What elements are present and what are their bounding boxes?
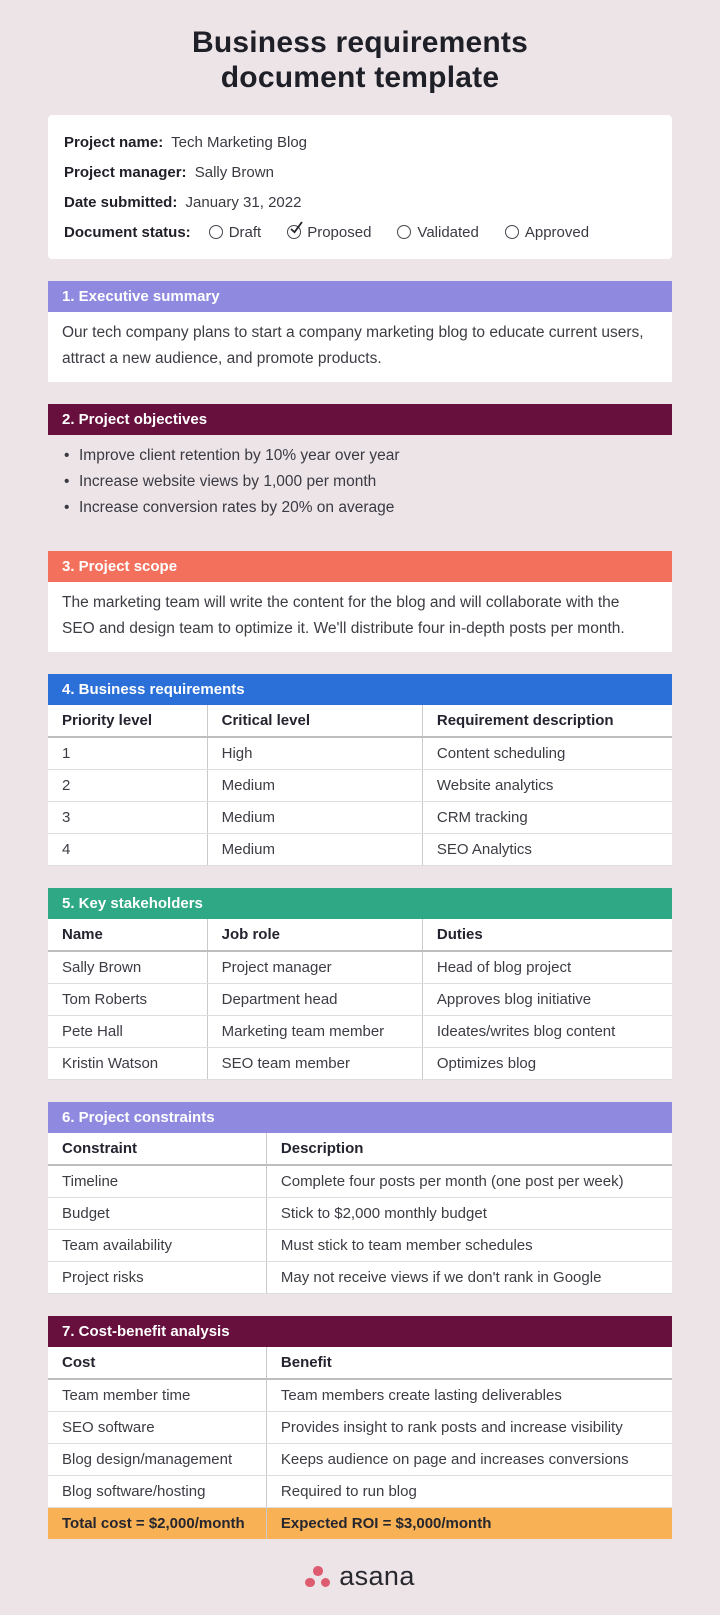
status-radio-proposed[interactable]	[287, 224, 371, 241]
cell: Team availability	[48, 1230, 266, 1262]
cell: Medium	[207, 802, 422, 834]
table-row	[48, 1444, 672, 1476]
column-header: Priority level	[48, 705, 207, 737]
section-project-constraints	[48, 1102, 672, 1294]
section-header-project-scope: 3. Project scope	[48, 551, 672, 582]
status-radio-draft[interactable]	[209, 224, 262, 241]
table-row	[48, 1412, 672, 1444]
executive-summary-text: Our tech company plans to start a company marketing blog to educate current users, attract a new audience, and promote products.	[48, 312, 672, 382]
asana-logo-icon	[305, 1566, 330, 1587]
document-status-line	[64, 217, 656, 247]
cell: SEO Analytics	[422, 834, 672, 866]
project-constraints-table	[48, 1133, 672, 1294]
cell: Complete four posts per month (one post per week)	[266, 1165, 672, 1198]
page-title	[0, 0, 720, 95]
table-row	[48, 1262, 672, 1294]
date-submitted-line	[64, 187, 656, 217]
project-scope-text: The marketing team will write the content for the blog and will collaborate with the SEO and design team to optimize it. We'll distribute four in-depth posts per month.	[48, 582, 672, 652]
section-executive-summary	[48, 281, 672, 382]
column-header: Description	[266, 1133, 672, 1165]
total-row	[48, 1508, 672, 1540]
cell: Optimizes blog	[422, 1048, 672, 1080]
table-row	[48, 737, 672, 770]
table-header-row	[48, 1133, 672, 1165]
table-row	[48, 1198, 672, 1230]
section-header-business-requirements: 4. Business requirements	[48, 674, 672, 705]
status-label: Draft	[228, 223, 262, 241]
cell: 2	[48, 770, 207, 802]
section-header-key-stakeholders: 5. Key stakeholders	[48, 888, 672, 919]
section-project-objectives	[48, 404, 672, 529]
project-manager-line	[64, 157, 656, 187]
business-requirements-table	[48, 705, 672, 866]
radio-circle-icon	[209, 225, 223, 239]
radio-circle-icon	[505, 225, 519, 239]
table-row	[48, 1379, 672, 1412]
cell: May not receive views if we don't rank in Google	[266, 1262, 672, 1294]
column-header: Job role	[207, 919, 422, 951]
cell: Pete Hall	[48, 1016, 207, 1048]
section-header-project-constraints: 6. Project constraints	[48, 1102, 672, 1133]
cell: SEO team member	[207, 1048, 422, 1080]
section-project-scope	[48, 551, 672, 652]
table-row	[48, 1016, 672, 1048]
section-business-requirements	[48, 674, 672, 866]
radio-circle-icon	[287, 225, 301, 239]
key-stakeholders-table	[48, 919, 672, 1080]
project-info-card	[48, 115, 672, 259]
cell: Medium	[207, 834, 422, 866]
cell: Medium	[207, 770, 422, 802]
cell: Team member time	[48, 1379, 266, 1412]
objective-item: • Increase website views by 1,000 per month	[64, 469, 670, 495]
check-icon	[288, 221, 304, 235]
cell: Team members create lasting deliverables	[266, 1379, 672, 1412]
section-header-project-objectives: 2. Project objectives	[48, 404, 672, 435]
table-header-row	[48, 705, 672, 737]
column-header: Duties	[422, 919, 672, 951]
table-header-row	[48, 1347, 672, 1379]
cell: Blog software/hosting	[48, 1476, 266, 1508]
field-label: Document status:	[64, 223, 191, 241]
cell: Project manager	[207, 951, 422, 984]
status-label: Proposed	[307, 223, 372, 241]
cell: High	[207, 737, 422, 770]
table-row	[48, 1230, 672, 1262]
table-row	[48, 951, 672, 984]
cell: Must stick to team member schedules	[266, 1230, 672, 1262]
cell: Department head	[207, 984, 422, 1016]
cell: 3	[48, 802, 207, 834]
field-value: January 31, 2022	[185, 193, 302, 211]
column-header: Benefit	[266, 1347, 672, 1379]
project-name-line	[64, 127, 656, 157]
objective-item: • Increase conversion rates by 20% on average	[64, 495, 670, 521]
section-key-stakeholders	[48, 888, 672, 1080]
table-row	[48, 802, 672, 834]
column-header: Cost	[48, 1347, 266, 1379]
objective-item: • Improve client retention by 10% year over year	[64, 443, 670, 469]
cell: 1	[48, 737, 207, 770]
cell: Budget	[48, 1198, 266, 1230]
cell: Content scheduling	[422, 737, 672, 770]
table-row	[48, 1165, 672, 1198]
objectives-list	[48, 435, 672, 529]
logo-dot	[321, 1578, 331, 1588]
column-header: Name	[48, 919, 207, 951]
status-radio-validated[interactable]	[397, 224, 478, 241]
page-title-line2: document template	[220, 61, 500, 94]
field-value: Sally Brown	[194, 163, 274, 181]
column-header: Constraint	[48, 1133, 266, 1165]
cell: Marketing team member	[207, 1016, 422, 1048]
cell: Head of blog project	[422, 951, 672, 984]
content-wrap	[48, 115, 672, 1592]
section-cost-benefit-analysis	[48, 1316, 672, 1539]
cell: Sally Brown	[48, 951, 207, 984]
status-label: Approved	[524, 223, 590, 241]
table-row	[48, 1476, 672, 1508]
logo-dot	[305, 1578, 315, 1588]
radio-circle-icon	[397, 225, 411, 239]
cell: Approves blog initiative	[422, 984, 672, 1016]
table-row	[48, 984, 672, 1016]
cell: 4	[48, 834, 207, 866]
section-header-executive-summary: 1. Executive summary	[48, 281, 672, 312]
cell: Tom Roberts	[48, 984, 207, 1016]
section-header-cost-benefit-analysis: 7. Cost-benefit analysis	[48, 1316, 672, 1347]
cell: Website analytics	[422, 770, 672, 802]
cell: Ideates/writes blog content	[422, 1016, 672, 1048]
cell: Project risks	[48, 1262, 266, 1294]
logo-dot	[313, 1566, 323, 1576]
column-header: Requirement description	[422, 705, 672, 737]
field-label: Project manager:	[64, 163, 187, 181]
footer	[48, 1561, 672, 1592]
cell: Keeps audience on page and increases conversions	[266, 1444, 672, 1476]
page-title-line1: Business requirements	[192, 26, 528, 59]
cell: Stick to $2,000 monthly budget	[266, 1198, 672, 1230]
asana-wordmark: asana	[339, 1561, 415, 1591]
cell: Required to run blog	[266, 1476, 672, 1508]
table-row	[48, 834, 672, 866]
table-row	[48, 770, 672, 802]
field-label: Project name:	[64, 133, 164, 151]
table-row	[48, 1048, 672, 1080]
cell: SEO software	[48, 1412, 266, 1444]
cost-benefit-table	[48, 1347, 672, 1539]
field-value: Tech Marketing Blog	[171, 133, 308, 151]
column-header: Critical level	[207, 705, 422, 737]
status-label: Validated	[417, 223, 479, 241]
expected-roi-cell: Expected ROI = $3,000/month	[266, 1508, 672, 1540]
table-header-row	[48, 919, 672, 951]
status-radio-approved[interactable]	[505, 224, 589, 241]
status-options	[209, 224, 589, 241]
cell: Provides insight to rank posts and increase visibility	[266, 1412, 672, 1444]
cell: Blog design/management	[48, 1444, 266, 1476]
cell: Kristin Watson	[48, 1048, 207, 1080]
field-label: Date submitted:	[64, 193, 178, 211]
total-cost-cell: Total cost = $2,000/month	[48, 1508, 266, 1540]
cell: Timeline	[48, 1165, 266, 1198]
cell: CRM tracking	[422, 802, 672, 834]
